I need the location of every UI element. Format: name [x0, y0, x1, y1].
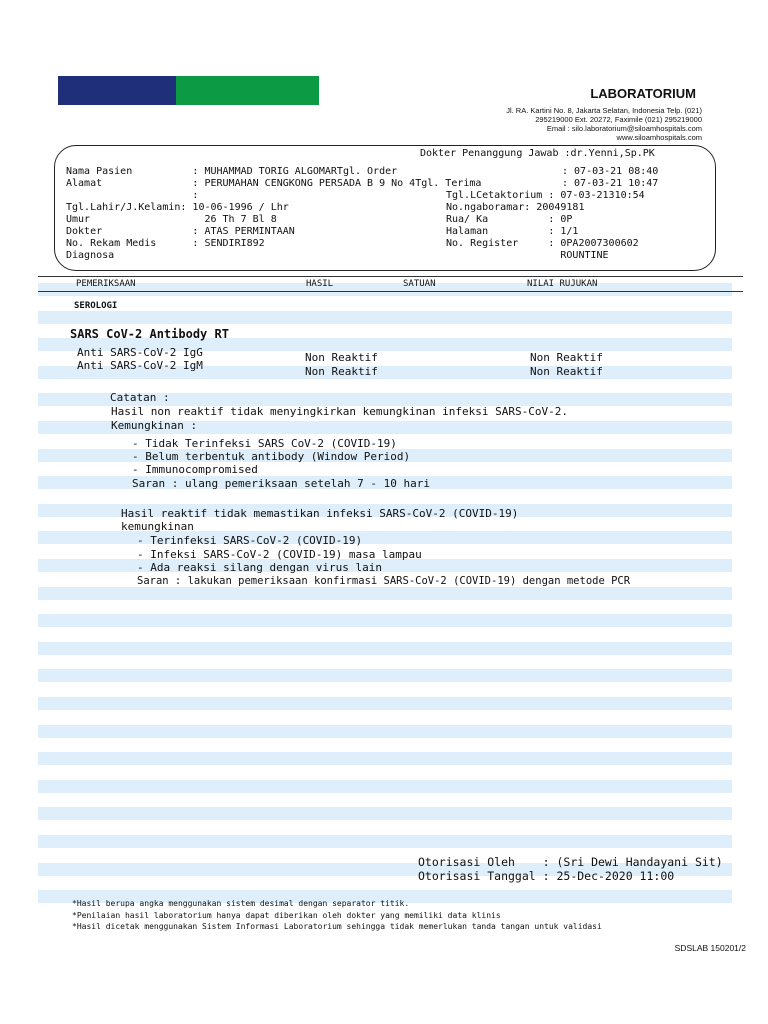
test-name: Anti SARS-CoV-2 IgM	[77, 359, 203, 372]
form-stripe	[38, 697, 732, 710]
patient-right-line: Halaman : 1/1	[446, 226, 579, 237]
test-result: Non Reaktif	[305, 351, 378, 364]
notes-r-item: - Terinfeksi SARS-CoV-2 (COVID-19)	[137, 534, 363, 547]
patient-left-column	[66, 166, 481, 262]
table-header-bottom-rule	[38, 291, 743, 292]
test-name: Anti SARS-CoV-2 IgG	[77, 346, 203, 359]
logo-green-block	[176, 76, 319, 105]
logo-blue-block	[58, 76, 176, 105]
form-stripe	[38, 835, 732, 848]
notes-heading: Catatan :	[110, 391, 170, 404]
notes-r-item: - Infeksi SARS-CoV-2 (COVID-19) masa lampau	[137, 548, 422, 561]
patient-left-line: No. Rekam Medis : SENDIRI892	[66, 238, 265, 249]
authorized-date: Otorisasi Tanggal : 25-Dec-2020 11:00	[418, 869, 675, 883]
notes-nr-item: - Tidak Terinfeksi SARS CoV-2 (COVID-19)	[132, 437, 397, 450]
form-stripe	[38, 807, 732, 820]
form-stripe	[38, 311, 732, 324]
patient-left-line: Diagnosa	[66, 250, 115, 261]
form-stripe	[38, 614, 732, 627]
patient-left-line: :	[66, 190, 199, 201]
form-code: SDSLAB 150201/2	[674, 943, 746, 953]
notes-nr-item: - Belum terbentuk antibody (Window Period)	[132, 450, 411, 463]
address-line-2: 295219000 Ext. 20272, Faximile (021) 295219000	[535, 115, 702, 124]
table-row	[0, 346, 768, 364]
notes-r-advice: Saran : lakukan pemeriksaan konfirmasi SARS-CoV-2 (COVID-19) dengan metode PCR	[137, 575, 631, 587]
lab-title: LABORATORIUM	[590, 86, 696, 101]
test-reference: Non Reaktif	[530, 365, 603, 378]
footer-note: *Hasil berupa angka menggunakan sistem desimal dengan separator titik.	[72, 899, 410, 908]
test-group-title: SARS CoV-2 Antibody RT	[70, 327, 229, 341]
notes-nonreactive-line: Hasil non reaktif tidak menyingkirkan kemungkinan infeksi SARS-CoV-2.	[111, 405, 568, 418]
notes-nr-advice: Saran : ulang pemeriksaan setelah 7 - 10 hari	[132, 477, 431, 490]
form-stripe	[38, 642, 732, 655]
doctor-in-charge: Dokter Penanggung Jawab :dr.Yenni,Sp.PK	[420, 148, 655, 159]
column-header-satuan: SATUAN	[403, 279, 436, 289]
patient-right-line: No. Register : 0PA2007300602	[446, 238, 639, 249]
footer-note: *Penilaian hasil laboratorium hanya dapat diberikan oleh dokter yang memiliki data klinis	[72, 911, 501, 920]
patient-left-line: Umur 26 Th 7 Bl 8	[66, 214, 277, 225]
patient-right-line: : 07-03-21 10:47	[562, 178, 659, 189]
patient-left-line: Dokter : ATAS PERMINTAAN	[66, 226, 295, 237]
address-line-1: Jl. RA. Kartini No. 8, Jakarta Selatan, Indonesia Telp. (021)	[506, 106, 702, 115]
form-stripe	[38, 669, 732, 682]
form-stripe	[38, 587, 732, 600]
notes-kemungkinan-2: kemungkinan	[121, 520, 194, 533]
footer-note: *Hasil dicetak menggunakan Sistem Informasi Laboratorium sehingga tidak memerlukan tanda tangan untuk validasi	[72, 922, 602, 931]
notes-nr-item: - Immunocompromised	[132, 463, 258, 476]
form-stripe	[38, 283, 732, 296]
test-reference: Non Reaktif	[530, 351, 603, 364]
form-stripe	[38, 780, 732, 793]
test-result: Non Reaktif	[305, 365, 378, 378]
patient-right-line: Tgl.LCetaktorium : 07-03-21310:54	[446, 190, 645, 201]
notes-kemungkinan-1: Kemungkinan :	[111, 419, 198, 432]
form-stripe	[38, 752, 732, 765]
column-header-hasil: HASIL	[306, 279, 334, 289]
column-header-pemeriksaan: PEMERIKSAAN	[76, 279, 136, 289]
column-header-nilai-rujukan: NILAI RUJUKAN	[527, 279, 598, 289]
authorized-by: Otorisasi Oleh : (Sri Dewi Handayani Sit)	[418, 855, 723, 869]
patient-right-line	[446, 154, 658, 166]
form-stripe	[38, 725, 732, 738]
patient-left-line: Alamat : PERUMAHAN CENGKONG PERSADA B 9 No 4Tgl. Terima	[66, 178, 482, 189]
table-header-top-rule	[38, 276, 743, 277]
email-line: Email : silo.laboratorium@siloamhospitals.com	[546, 124, 702, 133]
notes-reactive-line: Hasil reaktif tidak memastikan infeksi SARS-CoV-2 (COVID-19)	[121, 507, 519, 520]
table-row	[0, 359, 768, 378]
section-title: SEROLOGI	[74, 301, 118, 311]
patient-right-line: No.ngaboramar: 20049181	[446, 202, 585, 213]
patient-left-line: Tgl.Lahir/J.Kelamin: 10-06-1996 / Lhr	[66, 202, 289, 213]
website-line: www.siloamhospitals.com	[616, 133, 702, 142]
patient-right-column	[446, 154, 658, 262]
notes-r-item: - Ada reaksi silang dengan virus lain	[137, 561, 383, 574]
patient-right-line: Rua/ Ka : 0P	[446, 214, 573, 225]
patient-left-line: Nama Pasien : MUHAMMAD TORIG ALGOMARTgl. Order	[66, 166, 398, 177]
patient-right-line: : 07-03-21 08:40	[562, 166, 659, 177]
patient-right-line: ROUNTINE	[446, 250, 609, 261]
